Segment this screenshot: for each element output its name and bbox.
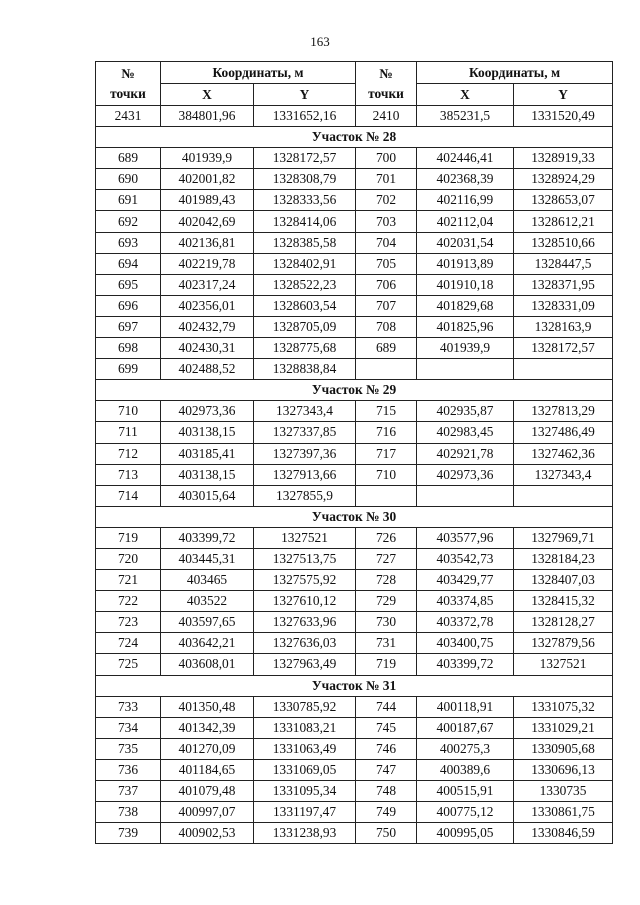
table-row — [96, 633, 613, 654]
table-cell: 401939,9 — [161, 148, 254, 169]
table-cell: 734 — [96, 717, 161, 738]
page-number: 163 — [310, 34, 330, 49]
table-cell: 401350,48 — [161, 696, 254, 717]
table-cell: 403372,78 — [417, 612, 514, 633]
table-cell: 706 — [356, 274, 417, 295]
table-cell: 729 — [356, 591, 417, 612]
coords-header-right: Координаты, м — [417, 62, 613, 84]
table-cell: 1330696,13 — [514, 759, 613, 780]
table-cell: 1328603,54 — [254, 295, 356, 316]
table-row — [96, 316, 613, 337]
table-cell: 1328402,91 — [254, 253, 356, 274]
table-cell: 1328385,58 — [254, 232, 356, 253]
table-cell: 403465 — [161, 570, 254, 591]
table-cell: 1328919,33 — [514, 148, 613, 169]
table-cell: 403374,85 — [417, 591, 514, 612]
section-header-row — [96, 506, 613, 527]
table-cell: 1328612,21 — [514, 211, 613, 232]
table-row — [96, 781, 613, 802]
table-cell: 1331069,05 — [254, 759, 356, 780]
table-cell: 1328653,07 — [514, 190, 613, 211]
table-cell: 2410 — [356, 106, 417, 127]
table-cell: 403597,65 — [161, 612, 254, 633]
table-cell: 717 — [356, 443, 417, 464]
section-title: Участок № 29 — [96, 380, 613, 401]
table-cell: 402973,36 — [161, 401, 254, 422]
table-cell: 385231,5 — [417, 106, 514, 127]
table-cell: 402356,01 — [161, 295, 254, 316]
table-cell: 698 — [96, 338, 161, 359]
table-cell: 400275,3 — [417, 738, 514, 759]
table-cell: 1327855,9 — [254, 485, 356, 506]
table-cell: 747 — [356, 759, 417, 780]
table-cell: 400775,12 — [417, 802, 514, 823]
table-cell: 400997,07 — [161, 802, 254, 823]
table-cell: 723 — [96, 612, 161, 633]
table-cell: 1331029,21 — [514, 717, 613, 738]
x-header-left: X — [161, 84, 254, 106]
table-cell: 1331083,21 — [254, 717, 356, 738]
table-row — [96, 232, 613, 253]
table-cell: 402112,04 — [417, 211, 514, 232]
table-cell: 727 — [356, 548, 417, 569]
table-cell: 721 — [96, 570, 161, 591]
table-cell: 749 — [356, 802, 417, 823]
table-cell: 400995,05 — [417, 823, 514, 844]
table-cell: 689 — [96, 148, 161, 169]
coords-header-left: Координаты, м — [161, 62, 356, 84]
table-cell — [417, 359, 514, 380]
table-cell: 401825,96 — [417, 316, 514, 337]
table-row — [96, 169, 613, 190]
table-cell: 720 — [96, 548, 161, 569]
table-cell: 401270,09 — [161, 738, 254, 759]
table-cell: 1330735 — [514, 781, 613, 802]
table-cell: 403138,15 — [161, 422, 254, 443]
table-cell: 403542,73 — [417, 548, 514, 569]
table-cell: 1328128,27 — [514, 612, 613, 633]
table-cell: 400389,6 — [417, 759, 514, 780]
table-cell: 744 — [356, 696, 417, 717]
table-cell: 1328414,06 — [254, 211, 356, 232]
coordinates-table — [95, 61, 613, 844]
table-cell: 728 — [356, 570, 417, 591]
table-cell: 735 — [96, 738, 161, 759]
table-row — [96, 464, 613, 485]
table-cell: 1328838,84 — [254, 359, 356, 380]
table-cell: 402432,79 — [161, 316, 254, 337]
table-row — [96, 211, 613, 232]
table-row — [96, 422, 613, 443]
table-cell: 402136,81 — [161, 232, 254, 253]
table-cell: 1327813,29 — [514, 401, 613, 422]
table-cell: 1328184,23 — [514, 548, 613, 569]
table-cell: 402935,87 — [417, 401, 514, 422]
table-cell: 1330861,75 — [514, 802, 613, 823]
table-cell: 402973,36 — [417, 464, 514, 485]
table-cell: 736 — [96, 759, 161, 780]
table-cell: 403445,31 — [161, 548, 254, 569]
table-cell: 1330846,59 — [514, 823, 613, 844]
section-header-row — [96, 380, 613, 401]
table-row — [96, 274, 613, 295]
table-row — [96, 823, 613, 844]
table-row — [96, 548, 613, 569]
table-cell: 401829,68 — [417, 295, 514, 316]
table-cell: 1327343,4 — [254, 401, 356, 422]
table-row — [96, 696, 613, 717]
table-cell — [356, 485, 417, 506]
table-cell: 690 — [96, 169, 161, 190]
table-row — [96, 190, 613, 211]
table-cell: 402446,41 — [417, 148, 514, 169]
table-cell: 714 — [96, 485, 161, 506]
table-cell: 1328522,23 — [254, 274, 356, 295]
table-cell: 403522 — [161, 591, 254, 612]
table-cell: 1328775,68 — [254, 338, 356, 359]
point-number-header-right: № точки — [356, 62, 417, 106]
table-cell: 1331652,16 — [254, 106, 356, 127]
table-cell: 400902,53 — [161, 823, 254, 844]
table-cell: 401342,39 — [161, 717, 254, 738]
table-cell: 719 — [96, 527, 161, 548]
table-cell: 402001,82 — [161, 169, 254, 190]
table-row — [96, 717, 613, 738]
table-cell: 402219,78 — [161, 253, 254, 274]
table-cell: 401939,9 — [417, 338, 514, 359]
table-cell: 704 — [356, 232, 417, 253]
table-cell: 1328510,66 — [514, 232, 613, 253]
table-cell: 401910,18 — [417, 274, 514, 295]
table-body — [96, 106, 613, 844]
table-cell: 1327521 — [254, 527, 356, 548]
table-cell: 703 — [356, 211, 417, 232]
x-header-right: X — [417, 84, 514, 106]
table-cell: 402430,31 — [161, 338, 254, 359]
y-header-right: Y — [514, 84, 613, 106]
table-cell: 1327462,36 — [514, 443, 613, 464]
table-cell: 402368,39 — [417, 169, 514, 190]
table-cell: 746 — [356, 738, 417, 759]
table-cell: 1328924,29 — [514, 169, 613, 190]
table-cell: 1331520,49 — [514, 106, 613, 127]
section-title: Участок № 28 — [96, 127, 613, 148]
table-cell: 1327963,49 — [254, 654, 356, 675]
table-cell: 401913,89 — [417, 253, 514, 274]
table-cell: 695 — [96, 274, 161, 295]
table-cell: 400515,91 — [417, 781, 514, 802]
table-row — [96, 401, 613, 422]
table-cell: 403577,96 — [417, 527, 514, 548]
table-cell: 708 — [356, 316, 417, 337]
table-cell: 1330785,92 — [254, 696, 356, 717]
table-cell: 403138,15 — [161, 464, 254, 485]
table-row — [96, 612, 613, 633]
table-cell: 1327486,49 — [514, 422, 613, 443]
table-cell: 2431 — [96, 106, 161, 127]
table-cell: 693 — [96, 232, 161, 253]
table-cell — [417, 485, 514, 506]
table-cell: 702 — [356, 190, 417, 211]
table-cell: 1327636,03 — [254, 633, 356, 654]
table-cell: 710 — [96, 401, 161, 422]
table-cell: 402983,45 — [417, 422, 514, 443]
table-cell: 403400,75 — [417, 633, 514, 654]
table-cell: 1327633,96 — [254, 612, 356, 633]
table-row — [96, 359, 613, 380]
table-cell: 1328371,95 — [514, 274, 613, 295]
table-cell: 403399,72 — [417, 654, 514, 675]
table-row — [96, 148, 613, 169]
table-cell: 403429,77 — [417, 570, 514, 591]
table-cell: 1328308,79 — [254, 169, 356, 190]
table-cell: 694 — [96, 253, 161, 274]
table-cell: 402116,99 — [417, 190, 514, 211]
table-cell: 691 — [96, 190, 161, 211]
table-cell: 402488,52 — [161, 359, 254, 380]
section-header-row — [96, 675, 613, 696]
table-cell: 697 — [96, 316, 161, 337]
table-cell: 1328407,03 — [514, 570, 613, 591]
table-row — [96, 253, 613, 274]
table-cell: 403399,72 — [161, 527, 254, 548]
table-cell: 700 — [356, 148, 417, 169]
table-cell: 725 — [96, 654, 161, 675]
table-cell: 737 — [96, 781, 161, 802]
table-cell: 402042,69 — [161, 211, 254, 232]
table-cell: 400118,91 — [417, 696, 514, 717]
table-cell: 384801,96 — [161, 106, 254, 127]
table-row — [96, 485, 613, 506]
table-cell: 401989,43 — [161, 190, 254, 211]
point-number-header-left: № точки — [96, 62, 161, 106]
table-cell: 716 — [356, 422, 417, 443]
table-row — [96, 738, 613, 759]
table-cell: 1331095,34 — [254, 781, 356, 802]
table-cell — [514, 359, 613, 380]
table-row — [96, 654, 613, 675]
table-cell: 739 — [96, 823, 161, 844]
table-cell — [514, 485, 613, 506]
table-cell: 1327343,4 — [514, 464, 613, 485]
table-cell: 722 — [96, 591, 161, 612]
table-cell: 712 — [96, 443, 161, 464]
table-cell: 1328333,56 — [254, 190, 356, 211]
table-row — [96, 338, 613, 359]
table-cell: 750 — [356, 823, 417, 844]
table-cell: 400187,67 — [417, 717, 514, 738]
table-cell: 402317,24 — [161, 274, 254, 295]
table-cell: 402031,54 — [417, 232, 514, 253]
table-cell: 748 — [356, 781, 417, 802]
table-row — [96, 570, 613, 591]
table-cell: 719 — [356, 654, 417, 675]
table-cell: 1328705,09 — [254, 316, 356, 337]
table-cell: 715 — [356, 401, 417, 422]
table-row — [96, 802, 613, 823]
table-cell: 1327521 — [514, 654, 613, 675]
table-cell: 1327969,71 — [514, 527, 613, 548]
table-cell: 713 — [96, 464, 161, 485]
table-cell: 403608,01 — [161, 654, 254, 675]
table-cell: 1327913,66 — [254, 464, 356, 485]
table-cell: 738 — [96, 802, 161, 823]
table-cell: 403015,64 — [161, 485, 254, 506]
table-cell: 745 — [356, 717, 417, 738]
table-cell: 699 — [96, 359, 161, 380]
table-cell — [356, 359, 417, 380]
table-cell: 1327513,75 — [254, 548, 356, 569]
table-cell: 1327879,56 — [514, 633, 613, 654]
table-row — [96, 527, 613, 548]
table-cell: 1328415,32 — [514, 591, 613, 612]
table-row — [96, 295, 613, 316]
table-cell: 403642,21 — [161, 633, 254, 654]
table-cell: 710 — [356, 464, 417, 485]
table-cell: 689 — [356, 338, 417, 359]
table-cell: 1331063,49 — [254, 738, 356, 759]
table-cell: 1328163,9 — [514, 316, 613, 337]
table-cell: 1327610,12 — [254, 591, 356, 612]
table-cell: 1328172,57 — [254, 148, 356, 169]
section-header-row — [96, 127, 613, 148]
table-cell: 731 — [356, 633, 417, 654]
table-row — [96, 106, 613, 127]
table-cell: 726 — [356, 527, 417, 548]
table-cell: 1328331,09 — [514, 295, 613, 316]
table-cell: 403185,41 — [161, 443, 254, 464]
table-cell: 401079,48 — [161, 781, 254, 802]
table-cell: 692 — [96, 211, 161, 232]
table-cell: 1331075,32 — [514, 696, 613, 717]
y-header-left: Y — [254, 84, 356, 106]
section-title: Участок № 31 — [96, 675, 613, 696]
table-cell: 733 — [96, 696, 161, 717]
table-row — [96, 443, 613, 464]
table-cell: 1331238,93 — [254, 823, 356, 844]
table-cell: 1328447,5 — [514, 253, 613, 274]
table-cell: 730 — [356, 612, 417, 633]
table-cell: 707 — [356, 295, 417, 316]
table-cell: 711 — [96, 422, 161, 443]
table-cell: 1328172,57 — [514, 338, 613, 359]
table-cell: 1327575,92 — [254, 570, 356, 591]
table-cell: 1327397,36 — [254, 443, 356, 464]
table-cell: 724 — [96, 633, 161, 654]
table-row — [96, 759, 613, 780]
table-cell: 705 — [356, 253, 417, 274]
table-cell: 1331197,47 — [254, 802, 356, 823]
table-cell: 1330905,68 — [514, 738, 613, 759]
table-row — [96, 591, 613, 612]
table-cell: 401184,65 — [161, 759, 254, 780]
table-cell: 701 — [356, 169, 417, 190]
section-title: Участок № 30 — [96, 506, 613, 527]
table-cell: 1327337,85 — [254, 422, 356, 443]
table-cell: 402921,78 — [417, 443, 514, 464]
table-cell: 696 — [96, 295, 161, 316]
